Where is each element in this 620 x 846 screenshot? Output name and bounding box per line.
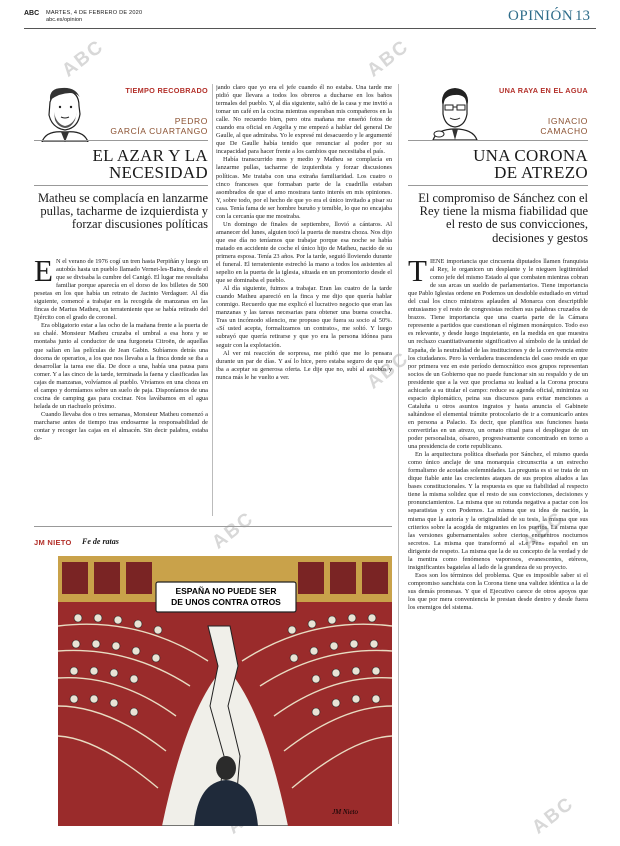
banner-line2: DE UNOS CONTRA OTROS [171,597,281,607]
speaker-figure [216,756,236,780]
author-portrait-ignacio [425,84,483,140]
divider [34,185,208,186]
paragraph: Era obligatorio estar a las ocho de la mañana frente a la puerta de su chalé. Monsieur Matheu cruzaba el umbral a esa hora y se montaba junto al conductor de una furgoneta Citroën, de aquellas que salían en las películas de Jean Gabin. Subíamos detrás una docena de operarios, a los que nos llevaba a la finca donde se iba a desarrollar la tarea ese día. De doce a una, había una pausa para comer. Y a las cinco de la tarde, terminada la faena y clasificadas las cajas de manzanas, volvíamos al pueblo. Vivíamos en una choza en el campo y dormíamos sobre un suelo de paja. Disponíamos de una cocina de camping gas para cocinar. Nos lavábamos en el agua helada de un riachuelo próximo. [34,322,208,410]
left-author-first: PEDRO [174,116,208,126]
paragraph: Al día siguiente, fuimos a trabajar. Eran las cuatro de la tarde cuando Matheu apareció en la finca y me dijo que quería hablar conmigo. Recuerdo que me explicó el lucrativo negocio que eran las manzanas y las tareas necesarias para obtener una buena cosecha. Tras un incómodo silencio, me propuso que fuera su socio al 50%. «Sí usted acepta, formalizamos un contrato», me soltó. Y luego subrayó que quería retirarse y que yo era la persona idónea para seguir con la explotación. [216,285,392,349]
watermark: ABC [518,507,569,554]
left-title-line2: NECESIDAD [108,163,208,182]
right-column [408,258,588,826]
column-divider [398,84,399,824]
divider [34,526,392,527]
watermark: ABC [363,347,414,394]
watermark: ABC [58,35,109,82]
paragraph: N el verano de 1976 cogí un tren hasta Perpiñán y luego un autobús hasta un pueblo llamado Vernet-les-Bains, desde el que se divisaba la cumbre del Canigó. El lugar me resultaba familiar porque aparecía en el dorso de los billetes de 500 pesetas en los que había un retrato de Jacinto Verdaguer. Al día siguiente, comencé a trabajar en la recogida de manzanas en las fincas de Marius Matheu, un terrateniente que se había retirado del Ejército con el grado de coronel. [34,258,208,322]
section-title: OPINIÓN [508,8,574,24]
issue-date: MARTES, 4 DE FEBRERO DE 2020 [46,10,143,16]
paragraph: Esos son los términos del problema. Que es imposible saber si el compromiso sanchista con la Corona tiene una validez idéntica a la de sus demás promesas. Y que el Ejecutivo carece de otros apoyos que los que por mera conveniencia le prestan desde dentro y desde fuera los enemigos del sistema. [408,571,588,612]
cartoon-author: JM NIETO [34,538,72,547]
watermark: ABC [208,507,259,554]
brand-logo: ABC [24,10,40,17]
left-column-1 [34,258,208,516]
left-column-2 [216,84,392,516]
paragraph: IENE importancia que cincuenta diputados llamen franquista al Rey, le organicen un desplante y le nieguen legitimidad como jefe del mismo Estado al que combaten mientras cobran de sus arcas un sueldo de parlamentarios. Tiene importancia que Pablo Iglesias ordene en Podemos un desdoble estudiado en virtud del cual los cinco ministros aplauden al Monarca con descriptible entusiasmo y el resto de congresistas reciben sus palabras cruzados de brazos. Tiene importancia que una cuarta parte de la Cámara represente a partidos que cuestionan el régimen monárquico. Todo eso es relevante, y desde luego inquietante, en la medida en que muestra un rechazo cuantitativamente significativo al símbolo de la unidad de España, de la neutralidad de las instituciones y de la convivencia entre los ciudadanos. Pero la verdadera trascendencia del caso reside en que por primera vez en este período democrático esos grupos representan socios de un Gobierno que no puede funcionar sin su respaldo y de un presidente que a la vez que proclama su lealtad a la Corona procura achicarle a su titular el campo: reduce su agenda oficial, minimiza su espacio diplomático, peina sus discursos para evitar menciones a Cataluña u otros asuntos ingratos y hasta anuncia el Gabinete saltándose el elemental trámite protocolario de ir a comunicarlo antes en persona a Palacio. Es decir, que planifica sus funciones hasta convertirlas en un atrezo, un ornato ritual para el despliegue de un poder personalista, césareo, progresivamente concentrado en torno a una presidencia de corte republicano. [408,258,588,451]
paragraph: En la arquitectura política diseñada por Sánchez, el mismo queda como único anclaje de una monarquía circunscrita a un estrecho formalismo de acotadas solemnidades. La pregunta es si se trata de un dique fiable ante las crecientes ataques de sus propios aliados a las bases constitucionales. Y la respuesta es que su fiabilidad al respecto tiene la misma solidez que el resto de sus convicciones, decisiones y pronunciamientos. La misma que su rotunda negativa a pactar con los separatistas y con Podemos. La misma que su idea de nación, la misma que la autoría y la originalidad de su tesis, la misma que sus criterios sobre la acogida de migrantes en los puertos. La misma que las versiones gubernamentales sobre ciertos encuentros nocturnos secretos. La misma que transformó al «Le Pen» español en un dirigente de respeto. La misma que la de su concepto de la verdad y de la mentira como fenómenos vaporosos, evanescentes, etéreos, insignificantes bagatelas al lado de la grandeza de su proyecto. [408,451,588,571]
banner-line1: ESPAÑA NO PUEDE SER [175,586,277,596]
paragraph: Cuando llevaba dos o tres semanas, Monsieur Matheu comenzó a marcharse antes de tiempo tras endosarme la responsabilidad de contar y recoger las cajas en el almacén. Sin decir palabra, estaba de- [34,410,208,443]
dropcap: T [408,258,427,288]
watermark: ABC [528,792,579,839]
cartoon-signature: JM Nieto [332,808,358,816]
cartoon-illustration [58,556,392,826]
dropcap: E [34,258,53,288]
paragraph: jando claro que yo era el jefe cuando él no estaba. Una tarde me pidió que llevara a todos los obreros a ducharse en los baños termales del pueblo. Y, al día siguiente, salió de la casa y me invitó a tomar un café en la cocina mientras esperaban mis compañeros en la calle. No recuerdo bien, pero otra mañana me enseñó fotos de cuando era oficial en Argelia y me empezó a hablar del general De Gaulle, al que admiraba. Yo le expresé mi desacuerdo y le argumenté que De Gaulle había tenido que renunciar al poder por su incapacidad para hacer frente a los cambios que necesitaba el país. [216,84,392,156]
left-author-last: GARCÍA CUARTANGO [110,126,208,136]
divider [408,140,588,141]
right-subtitle: El compromiso de Sánchez con el Rey tiene la misma fiabilidad que el resto de sus convicciones, decisiones y gestos [418,191,588,245]
section-url[interactable]: abc.es/opinion [46,17,83,23]
right-title-line1: UNA CORONA [473,146,588,165]
right-title-line2: DE ATREZO [494,163,588,182]
right-author-last: CAMACHO [540,126,588,136]
divider [408,185,588,186]
paragraph: Al ver mi reacción de sorpresa, me pidió que me lo pensara durante un par de días. Y así lo hice, pero estaba seguro de que no iba a aceptar su generosa oferta. Le dije que no, subí al autobús y nunca más le he vuelto a ver. [216,349,392,381]
cartoon-title: Fe de ratas [82,537,119,546]
column-divider [212,84,213,516]
paragraph: Un domingo de finales de septiembre, llovió a cántaros. Al amanecer del lunes, alguien tocó la puerta de nuestra choza. Nos dijo que ese día no teníamos que trabajar porque esa noche se había matado en accidente de coche el único hijo de Matheu, nacido de su primera esposa. Tenía 23 años. Por la tarde, seguió lloviendo durante el funeral. El terrateniente estrechó la mano a todos los asistentes al sepelio en la puerta de la iglesia, situada en un promontorio desde el que se dominaba el pueblo. [216,220,392,285]
paragraph: Había transcurrido mes y medio y Matheu se complacía en lanzarme pullas, tacharme de izquierdista y forzar discusiones políticas. Me trataba con una extraña familiaridad. Los cuatro o cinco franceses que formaban parte de la cuadrilla estaban asombrados de que el amo mostrara tanto interés en mis opiniones. Y, sobre todo, por el hecho de que yo era el único invitado a pisar su casa. Tenía fama de ser hombre buruño y temible, lo que no encajaba con la cercanía que me mostraba. [216,156,392,220]
watermark: ABC [363,35,414,82]
left-title-line1: EL AZAR Y LA [92,146,208,165]
header-rule [24,28,596,29]
left-subtitle: Matheu se complacía en lanzarme pullas, tacharme de izquierdista y forzar discusiones políticas [37,191,208,232]
divider [34,140,208,141]
right-author-first: IGNACIO [547,116,588,126]
page-number: 13 [575,8,590,24]
left-kicker: TIEMPO RECOBRADO [125,86,208,95]
right-kicker: UNA RAYA EN EL AGUA [499,86,588,95]
